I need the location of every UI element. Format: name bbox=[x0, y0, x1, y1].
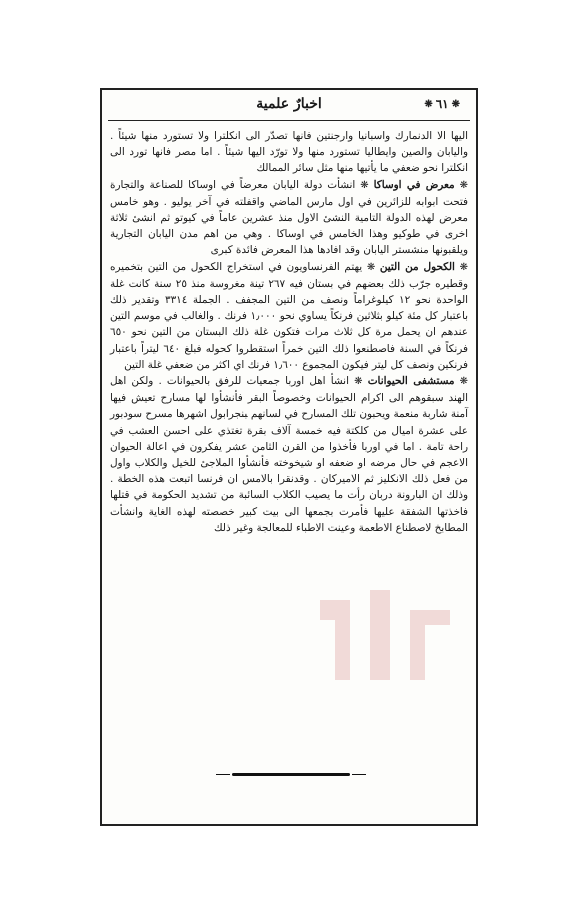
page-header bbox=[110, 94, 468, 118]
section-ornament-icon: ❋ bbox=[459, 376, 469, 388]
paragraph-osaka bbox=[110, 177, 468, 259]
header-rule bbox=[108, 120, 470, 121]
ornament-icon-right: ❋ bbox=[451, 98, 460, 110]
section-ornament-icon: ❋ bbox=[354, 376, 363, 388]
section-ornament-icon: ❋ bbox=[459, 179, 468, 191]
section-ornament-icon: ❋ bbox=[459, 261, 468, 273]
paragraph-osaka-text: انشأت دولة اليابان معرضاً في اوساكا للصناعة والتجارة فتحت ابوابه للزائرين في اول مارس الماضي واقفلته في آخر يوليو . وهو خامس معرض لهذه الدولة التامية النشئ الاول منذ عشرين عاماً في كيوتو ثم انشئ ثلاثة اخرى في طوكيو وهذا الخامس في اوساكا . وهي من اهم مدن اليابان التجارية ويلقبونها منشستر اليابان وقد افادها هذا المعرض فائدة كبرى bbox=[110, 178, 468, 257]
paragraph-animal-hospital bbox=[110, 373, 468, 536]
ornament-icon-left: ❋ bbox=[424, 98, 433, 110]
section-ornament-icon: ❋ bbox=[366, 261, 376, 273]
section-heading-osaka: معرض في اوساكا bbox=[373, 178, 455, 191]
section-heading-animal-hospital: مستشفى الحيوانات bbox=[367, 375, 455, 388]
section-ornament-icon: ❋ bbox=[360, 179, 369, 191]
page-frame bbox=[100, 88, 478, 826]
paragraph-animal-hospital-text: انشأ اهل اوربا جمعيات للرفق بالحيوانات . ولكن اهل الهند سبقوهم الى اكرام الحيوانات وخصوصاً البقر فأنشأوا لها مسارح تعيش فيها آمنة شاربة منعمة ويحبون تلك المسارح في لسانهم ﺒﻨﺠﺮﺍﺑﻮﻝ اشهرها مسرح سودبور على عشرة اميال من كلكتة فيه خمسة آلاف بقرة تغتذي على احسن العشب في راحة تامة . اما في اوربا فأخذوا من القرن الثامن عشر يفكرون في اعالة الحيوان الاعجم في حال مرضه او ضعفه او شيخوخته فأنشأوا الملاجئ للخيل والكلاب واول من فعل ذلك الانكليز ثم الاميركان . وقدنقرا بالامس ان فرنسا اتبعت هذه الخطة . وذلك ان البارونة دربان رأت ما يصيب الكلاب السائبة من تشديد الحكومة في قتلها فاخذتها الشفقة عليها فأمرت بجمعها الى بيت كبير خصصته لهذه الغاية وانشأت المطابخ لاصطناع الاطعمة وعينت الاطباء للمعالجة وغير ذلك bbox=[110, 375, 468, 534]
article-body bbox=[110, 128, 468, 536]
page-number: ٦١ bbox=[435, 97, 449, 111]
stamp-watermark-icon bbox=[280, 560, 480, 710]
paragraph-intro bbox=[110, 128, 468, 177]
section-heading-fig-alcohol: الكحول من التين bbox=[379, 260, 455, 273]
page-title: اخبارٌ علمية bbox=[256, 96, 322, 112]
paragraph-fig-alcohol bbox=[110, 259, 468, 373]
paragraph-fig-alcohol-text: يهتم الفرنساويون في استخراج الكحول من التين بتخميره وقطيره جرّب ذلك بعضهم في بستان فيه ٢٦٧ تينة مغروسة منذ ٢٥ سنة كانت غلة الواحدة نحو ١٢ كيلوغراماً ونصف من التين المجفف . الجملة ٣٣١٤ وتقدير ذلك باعتبار كل مئة كيلو بثلاثين فرنكاً يساوي نحو ١٫٠٠٠ فرنك . والغالب في موسم التين عندهم ان يحمل مرة كل ثلاث مرات فتكون غلة ذلك البستان من التين نحو ٦٥٠ فرنكاً في السنة فاصطنعوا ذلك التين خمراً استقطروا كحوله فبلغ ٦٤٠ ليتراً باعتبار فرنكين ونصف كل ليتر فيكون المجموع ١٫٦٠٠ فرنك اي اكثر من ضعفي غلة التين bbox=[110, 260, 469, 371]
paragraph-intro-text: اليها الا الدنمارك واسبانيا وارجنتين فانها تصدّر الى انكلترا ولا تستورد منها شيئاً . واليابان والصين وايطاليا تستورد منها ولا تورّد اليها شيئاً . اما مصر فانها تورد الى انكلترا نحو ضعفي ما يأتيها منها مثل سائر الممالك bbox=[110, 130, 468, 175]
end-rule bbox=[232, 773, 350, 776]
